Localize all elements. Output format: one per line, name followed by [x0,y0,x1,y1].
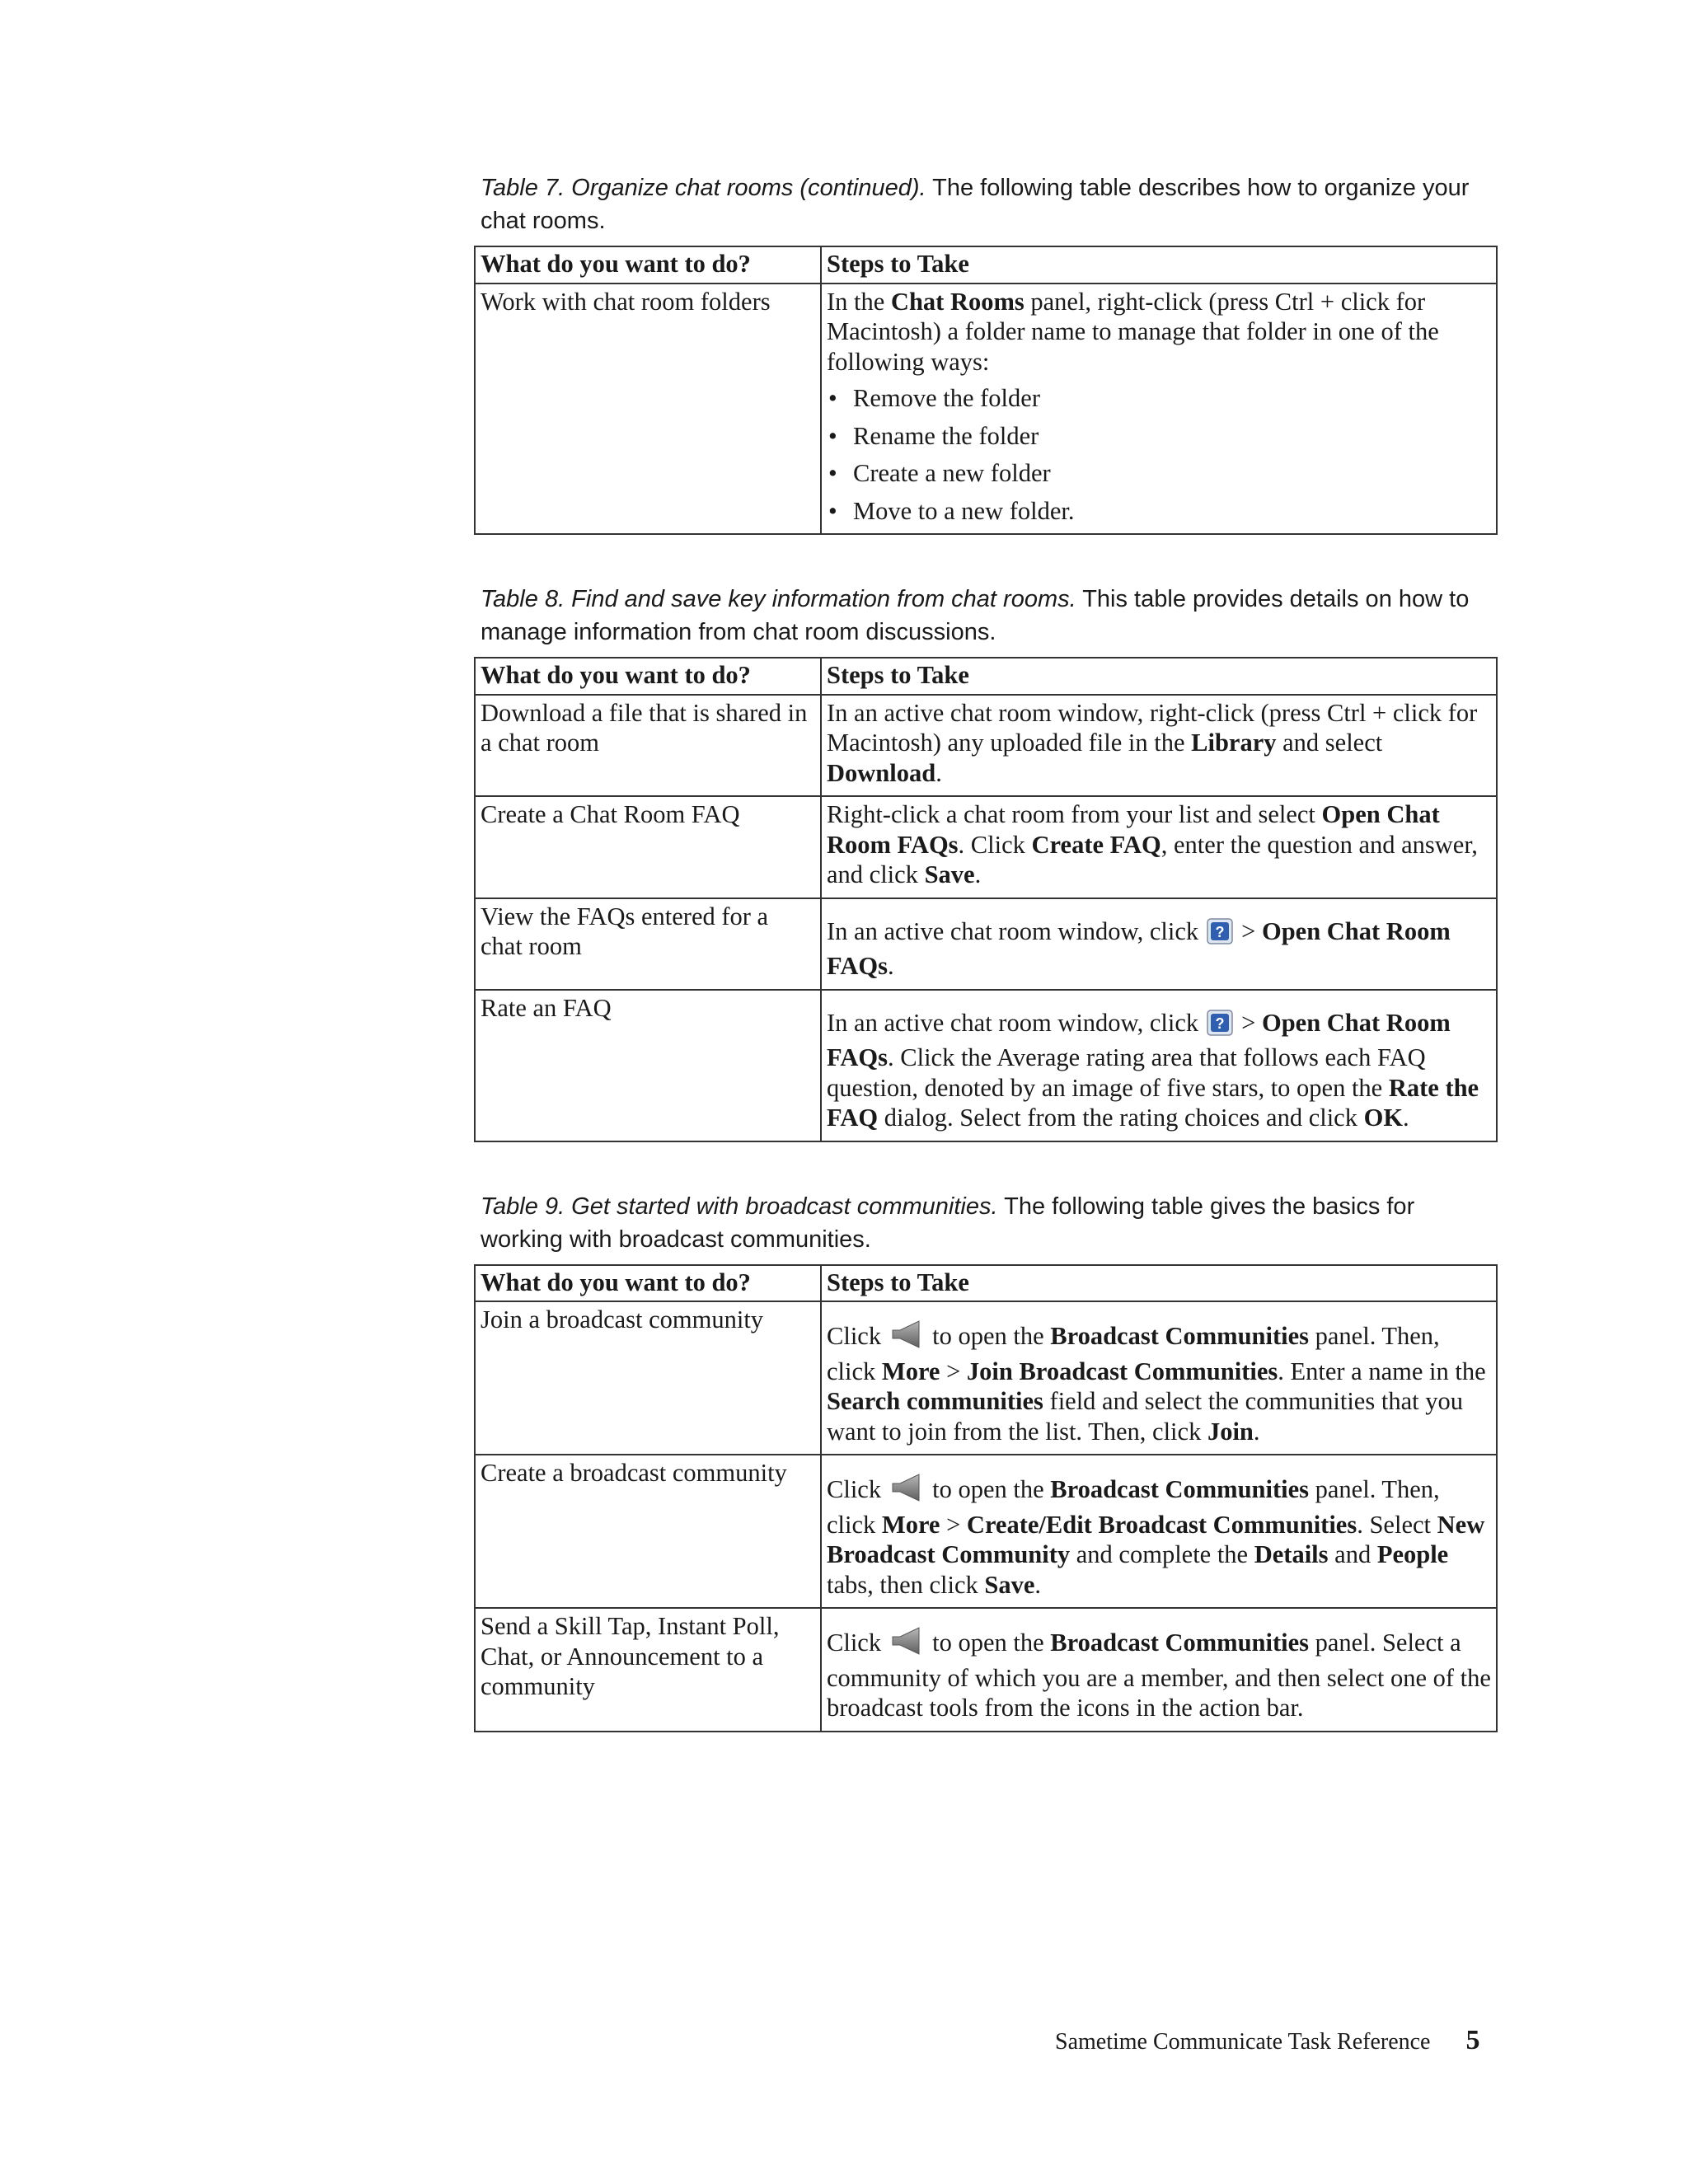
broadcast-speaker-icon [889,1626,924,1663]
ui-term: Details [1254,1540,1329,1568]
table-9 [474,1264,1498,1732]
steps-text: and complete the [1070,1540,1254,1568]
ui-term: Open Chat Room FAQs [827,916,1451,980]
steps-text: > [1241,916,1262,945]
ui-term: Join [1207,1417,1254,1446]
table-8-caption-title: Table 8. Find and save key information from chat rooms. [481,586,1076,612]
table-8 [474,657,1498,1142]
ui-term: Save [924,860,975,888]
steps-text: , enter the question and answer, and click [827,830,1478,888]
task-cell [475,1455,821,1608]
steps-cell [821,1608,1497,1732]
list-item: • Rename the folder [828,421,1039,450]
steps-cell [821,284,1497,535]
steps-text: panel. Select a community of which you are a member, and then select one of the broadcast tools from the icons in the action bar. [827,1629,1491,1722]
steps-text: to open the [932,1629,1051,1657]
steps-text: and select [1276,729,1383,757]
steps-cell [821,898,1497,990]
task-text: View the FAQs entered for a chat room [481,902,769,960]
page-footer [1055,2024,1500,2059]
task-text: Work with chat room folders [481,287,771,316]
table-7-caption-title: Table 7. Organize chat rooms (continued). [481,175,926,201]
ui-term: Join Broadcast Communities [966,1357,1278,1385]
table-header-row [475,1265,1497,1302]
folder-actions-list [827,383,1491,526]
faq-icon [1207,918,1233,952]
ui-term: Create FAQ [1031,830,1161,859]
broadcast-speaker-icon [889,1319,924,1357]
svg-text:?: ? [1215,1015,1225,1032]
table-7 [474,246,1498,535]
task-text: Create a Chat Room FAQ [481,800,740,828]
table-7-caption [481,171,1489,237]
table-row [475,1608,1497,1732]
task-text: Download a file that is shared in a chat room [481,698,808,757]
page-content [474,171,1496,1732]
steps-text: . [1403,1104,1409,1132]
ui-term: New Broadcast Community [827,1510,1485,1568]
steps-cell [821,796,1497,898]
column-header-task: What do you want to do? [475,246,821,284]
steps-text: Click [827,1475,882,1503]
steps-text: In an active chat room window, click [827,1008,1199,1037]
broadcast-speaker-icon [889,1473,924,1510]
ui-term: People [1376,1540,1449,1568]
svg-text:?: ? [1215,923,1225,940]
ui-term: More [881,1510,940,1539]
steps-text: dialog. Select from the rating choices and click [878,1104,1364,1132]
ui-term: Library [1191,729,1277,757]
table-9-caption-title: Table 9. Get started with broadcast communities. [481,1193,998,1220]
steps-cell [821,1455,1497,1608]
column-header-task: What do you want to do? [475,658,821,695]
list-item-text: Rename the folder [853,421,1039,450]
steps-text: . Click [958,830,1032,859]
table-row [475,990,1497,1141]
steps-cell [821,990,1497,1141]
steps-text: Click [827,1322,882,1350]
ui-term: Broadcast Communities [1050,1322,1310,1350]
column-header-steps: Steps to Take [821,658,1497,695]
ui-term: Rate the FAQ [827,1073,1479,1132]
steps-text: . Click the Average rating area that follows each FAQ question, denoted by an image of five stars, to open the [827,1043,1426,1102]
ui-term: Download [827,758,936,787]
ui-term: OK [1363,1104,1404,1132]
task-cell [475,284,821,535]
steps-text: field and select the communities that you want to join from the list. Then, click [827,1387,1463,1446]
table-header-row [475,658,1497,695]
faq-icon [1207,1010,1233,1043]
table-8-caption-text: This table provides details on how to manage information from chat room discussions. [481,586,1470,645]
steps-text: . Enter a name in the [1278,1357,1486,1385]
steps-text: In the [827,287,891,316]
ui-term: Broadcast Communities [1050,1629,1310,1657]
ui-term: Chat Rooms [890,287,1025,316]
ui-term: Save [984,1570,1035,1599]
task-cell [475,1301,821,1455]
task-cell [475,898,821,990]
ui-term: Open Chat Room FAQs [827,1008,1451,1071]
table-row [475,796,1497,898]
steps-text: panel. Then, click [827,1475,1440,1539]
steps-text: In an active chat room window, click [827,916,1199,945]
table-row [475,1301,1497,1455]
ui-term: Search communities [827,1387,1043,1415]
task-text: Join a broadcast community [481,1305,764,1333]
steps-text: . [1034,1570,1042,1599]
task-text: Rate an FAQ [481,993,612,1022]
table-header-row [475,246,1497,284]
steps-text: . [974,860,982,888]
steps-text: . [1253,1417,1260,1446]
column-header-task: What do you want to do? [475,1265,821,1302]
page-number: 5 [1465,2025,1480,2055]
steps-text: > [1241,1008,1262,1037]
table-row [475,284,1497,535]
list-item-text: Remove the folder [853,384,1040,412]
ui-term: Broadcast Communities [1050,1475,1310,1503]
list-item: • Remove the folder [828,384,1040,412]
list-item: • Create a new folder [828,459,1051,487]
steps-text: to open the [932,1475,1051,1503]
task-text: Create a broadcast community [481,1459,787,1487]
steps-text: . [888,952,894,980]
ui-term: Create/Edit Broadcast Communities [966,1510,1357,1539]
task-cell [475,695,821,797]
list-item-text: Move to a new folder. [853,496,1075,525]
footer-title: Sametime Communicate Task Reference [1055,2029,1431,2055]
table-7-caption-text: The following table describes how to organize your chat rooms. [481,175,1470,234]
steps-text: and [1328,1540,1377,1568]
steps-text: > [940,1357,967,1385]
table-9-caption-text: The following table gives the basics for working with broadcast communities. [481,1193,1415,1253]
list-item-text: Create a new folder [853,459,1051,487]
steps-text: panel, right-click (press Ctrl + click for Macintosh) a folder name to manage that folder in one of the following ways: [827,287,1439,376]
task-cell [475,990,821,1141]
ui-term: Open Chat Room FAQs [827,800,1440,859]
steps-text: . Select [1357,1510,1437,1539]
column-header-steps: Steps to Take [821,246,1497,284]
task-text: Send a Skill Tap, Instant Poll, Chat, or Announcement to a community [481,1612,780,1700]
table-8-caption [481,583,1489,649]
steps-text: tabs, then click [827,1570,985,1599]
steps-text: . [935,758,942,787]
task-cell [475,796,821,898]
task-cell [475,1608,821,1732]
table-row [475,898,1497,990]
steps-text: In an active chat room window, right-click (press Ctrl + click for Macintosh) any uploaded file in the [827,698,1478,757]
table-9-caption [481,1190,1489,1256]
steps-text: Right-click a chat room from your list and select [827,800,1322,828]
list-item: • Move to a new folder. [828,496,1075,525]
steps-cell [821,695,1497,797]
table-row [475,1455,1497,1608]
steps-text: Click [827,1629,882,1657]
steps-cell [821,1301,1497,1455]
steps-text: panel. Then, click [827,1322,1440,1385]
steps-text: to open the [932,1322,1051,1350]
ui-term: More [881,1357,940,1385]
table-row [475,695,1497,797]
column-header-steps: Steps to Take [821,1265,1497,1302]
steps-text: > [940,1510,967,1539]
